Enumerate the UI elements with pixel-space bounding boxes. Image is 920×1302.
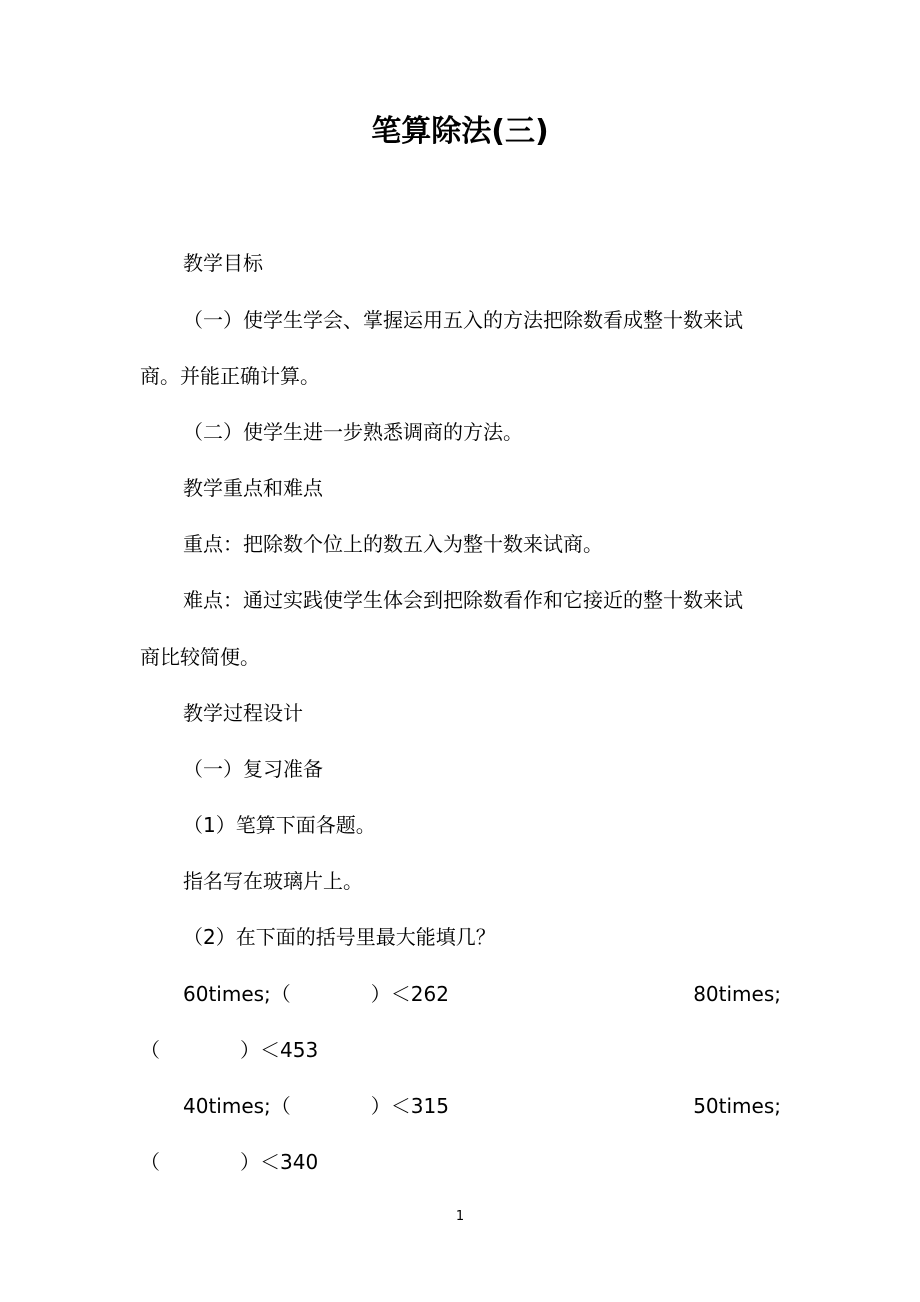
paragraph-line: 难点：通过实践使学生体会到把除数看作和它接近的整十数来试 (183, 588, 743, 612)
document-title: 笔算除法(三) (371, 114, 549, 149)
section-heading-key-points: 教学重点和难点 (183, 476, 323, 500)
paragraph-line: （一）使学生学会、掌握运用五入的方法把除数看成整十数来试 (183, 308, 743, 332)
section-heading-objectives: 教学目标 (183, 251, 263, 275)
section-heading-process: 教学过程设计 (183, 701, 303, 725)
paragraph-line: （1）笔算下面各题。 (183, 813, 376, 837)
paragraph-line: 指名写在玻璃片上。 (183, 869, 363, 893)
paragraph-line: （2）在下面的括号里最大能填几？ (183, 925, 496, 949)
exercise-row (183, 979, 781, 1009)
exercise-continuation: （ ）＜453 (140, 1038, 319, 1062)
paragraph-line: （一）复习准备 (183, 757, 323, 781)
exercise-left: 60times;（ ）＜262 (183, 982, 449, 1006)
page-number: 1 (455, 1209, 465, 1224)
exercise-row (183, 1091, 781, 1121)
exercise-right: 50times; (693, 1094, 781, 1118)
exercise-continuation: （ ）＜340 (140, 1150, 319, 1174)
paragraph-line: 商比较简便。 (140, 645, 260, 669)
paragraph-line: 商。并能正确计算。 (140, 364, 320, 388)
paragraph-line: （二）使学生进一步熟悉调商的方法。 (183, 420, 523, 444)
exercise-left: 40times;（ ）＜315 (183, 1094, 449, 1118)
exercise-right: 80times; (693, 982, 781, 1006)
paragraph-line: 重点：把除数个位上的数五入为整十数来试商。 (183, 532, 603, 556)
